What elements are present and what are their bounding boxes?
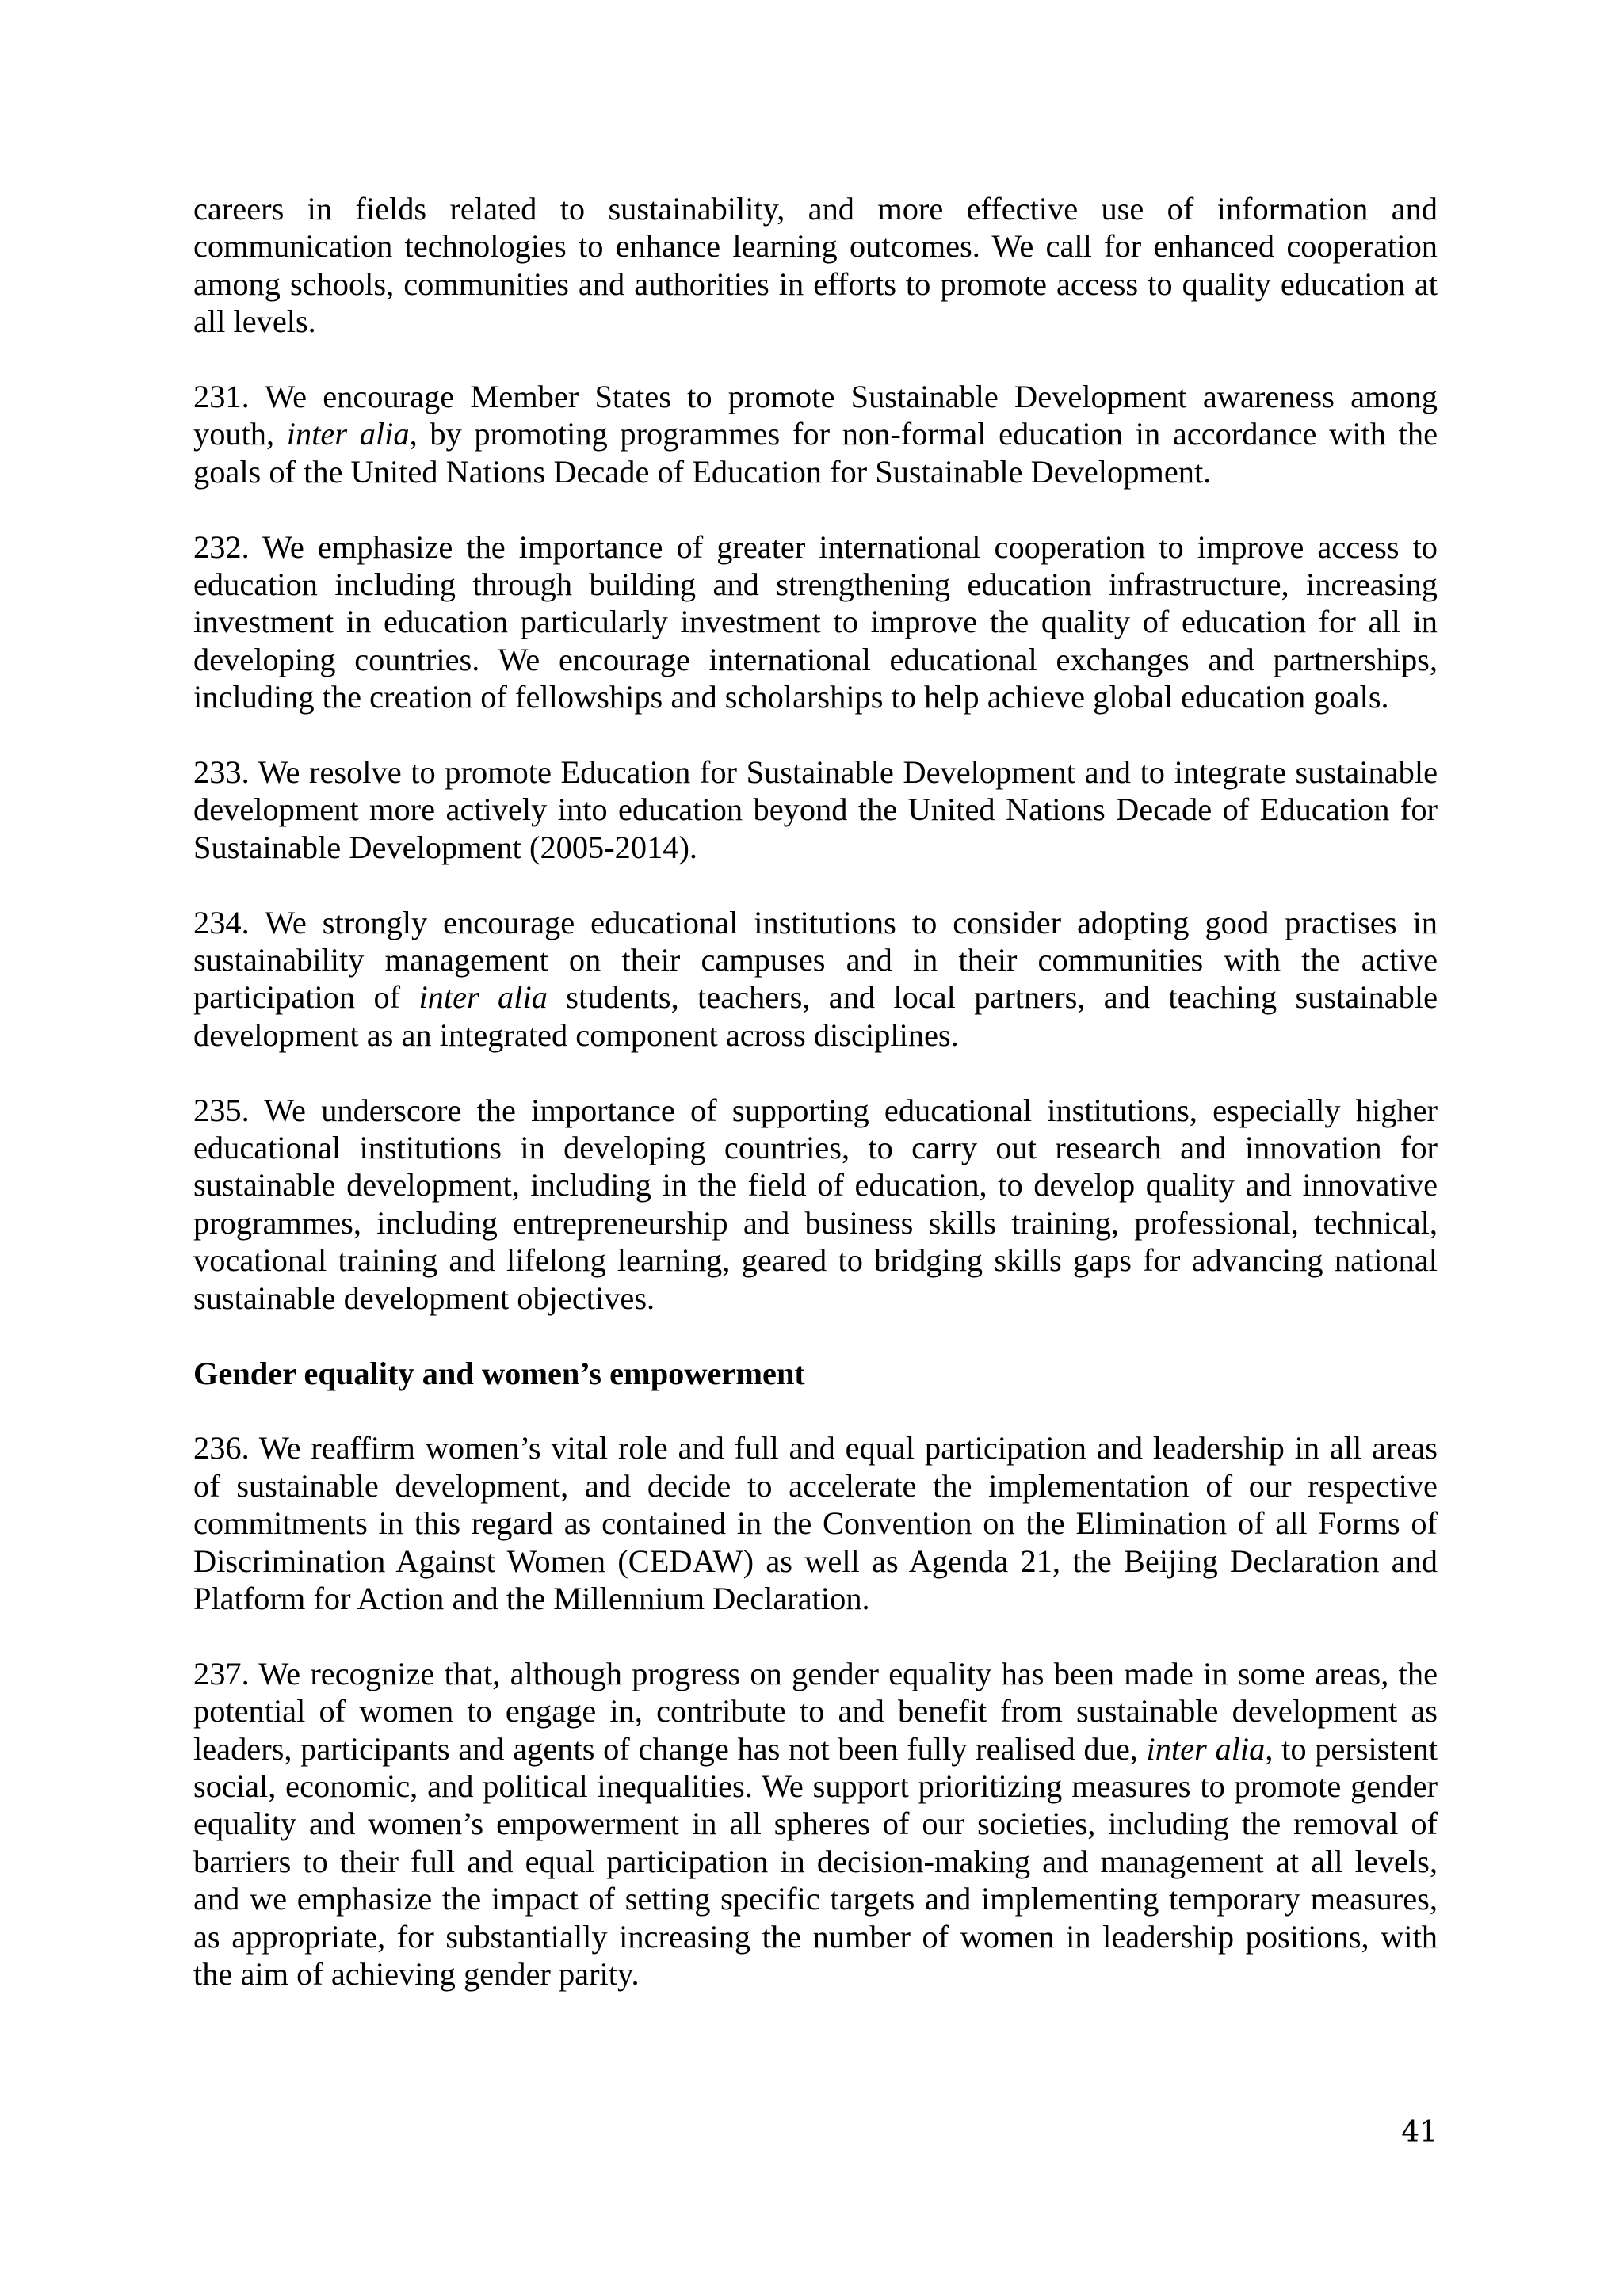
page-number: 41 (1401, 2116, 1438, 2149)
paragraph-237-italic: inter alia (1146, 1730, 1266, 1767)
section-heading: Gender equality and women’s empowerment (193, 1355, 805, 1391)
paragraph-236: 236. We reaffirm women’s vital role and full and equal participation and leadership in all areas of sustainable development, and decide to accelerate the implementation of our respective commitments in this regard as contained in the Convention on the Elimination of all Forms of Discrimination Against Women (CEDAW) as well as Agenda 21, the Beijing Declaration and Platform for Action and the Millennium Declaration. (193, 1430, 1438, 1616)
paragraph-234-italic: inter alia (418, 979, 548, 1016)
page-body (193, 190, 1438, 1993)
paragraph-237-text-b: , to persistent social, economic, and political inequalities. We support prioritizing measures to promote gender equality and women’s empowerment in all spheres of our societies, including the removal of barriers to their full and equal participation in decision-making and management at all levels, and we emphasize the impact of setting specific targets and implementing temporary measures, as appropriate, for substantially increasing the number of women in leadership positions, with the aim of achieving gender parity. (193, 1730, 1438, 1992)
paragraph-230-continued: careers in fields related to sustainability, and more effective use of information and communication technologies to enhance learning outcomes. We call for enhanced cooperation among schools, communities and authorities in efforts to promote access to quality education at all levels. (193, 191, 1438, 340)
paragraph-231 (193, 378, 1438, 490)
paragraph-234 (193, 904, 1438, 1055)
paragraph-232: 232. We emphasize the importance of greater international cooperation to improve access to education including through building and strengthening education infrastructure, increasing investment in education particularly investment to improve the quality of education for all in developing countries. We encourage international educational exchanges and partnerships, including the creation of fellowships and scholarships to help achieve global education goals. (193, 528, 1438, 715)
paragraph-234-text-b: students, teachers, and local partners, and teaching sustainable development as an integrated component across disciplines. (193, 979, 1438, 1053)
paragraph-231-italic: inter alia (286, 416, 410, 452)
paragraph-233: 233. We resolve to promote Education for Sustainable Development and to integrate sustainable development more actively into education beyond the United Nations Decade of Education for Sustainable Development (2005-2014). (193, 754, 1438, 865)
paragraph-237 (193, 1655, 1438, 1993)
paragraph-231-text-a: 231. We encourage Member States to promote Sustainable Development awareness among youth, (193, 379, 1438, 452)
paragraph-235: 235. We underscore the importance of supporting educational institutions, especially higher educational institutions in developing countries, to carry out research and innovation for sustainable development, including in the field of education, to develop quality and innovative programmes, including entrepreneurship and business skills training, professional, technical, vocational training and lifelong learning, geared to bridging skills gaps for advancing national sustainable development objectives. (193, 1092, 1438, 1316)
paragraph-234-text-a: 234. We strongly encourage educational institutions to consider adopting good practises in sustainability management on their campuses and in their communities with the active participation of (193, 904, 1438, 1016)
paragraph-237-text-a: 237. We recognize that, although progress on gender equality has been made in some areas, the potential of women to engage in, contribute to and benefit from sustainable development as leaders, participants and agents of change has not been fully realised due, (193, 1655, 1438, 1767)
paragraph-231-text-b: , by promoting programmes for non-formal education in accordance with the goals of the United Nations Decade of Education for Sustainable Development. (193, 416, 1438, 490)
